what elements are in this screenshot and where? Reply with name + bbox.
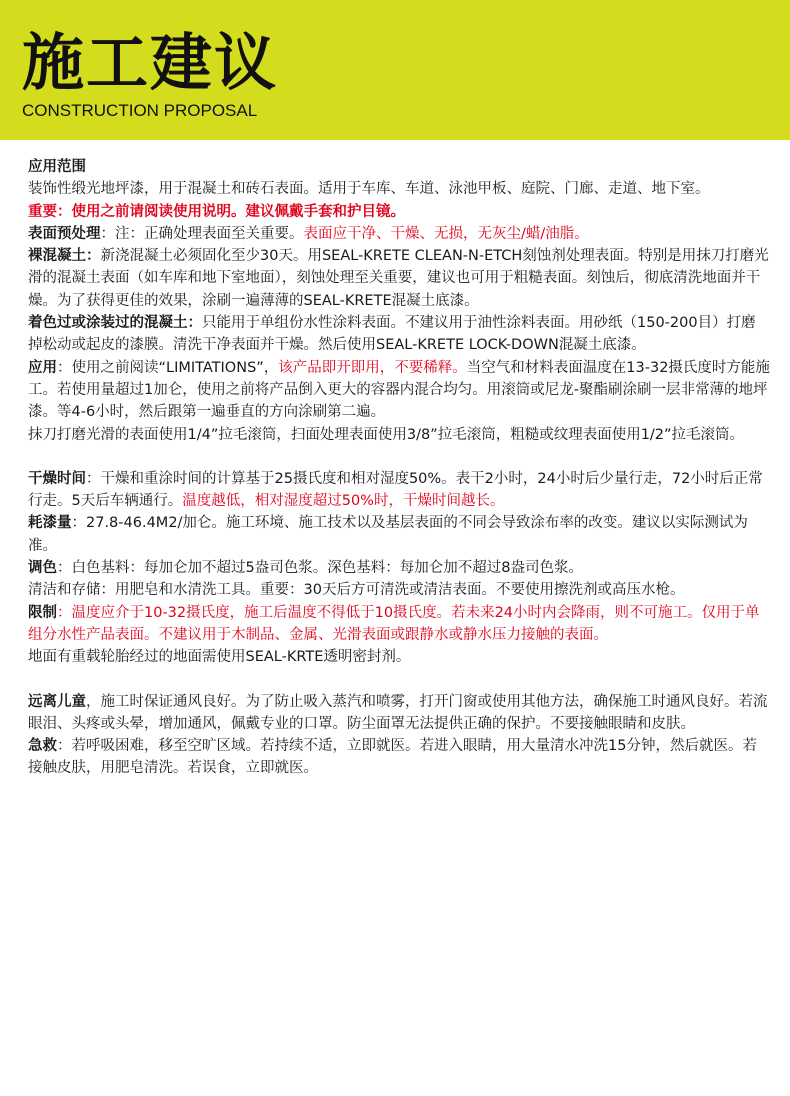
clean-section [28,579,770,601]
coverage-text: ：27.8-46.4M2/加仑。施工环境、施工技术以及基层表面的不同会导致涂布率的改变。建议以实际测试为准。 [28,515,748,554]
coated-concrete-section [28,312,770,357]
limits-warning: ：温度应介于10-32摄氏度，施工后温度不得低于10摄氏度。若未来24小时内会降雨，则不可施工。仅用于单组分水性产品表面。不建议用于木制品、金属、光滑表面或跟静水或静水压力接触的表面。 [28,604,760,643]
important-note [28,201,770,223]
important-text: 重要：使用之前请阅读使用说明。建议佩戴手套和护目镜。 [28,203,405,220]
children-heading: 远离儿童 [28,693,86,710]
coated-concrete-text: 只能用于单组份水性涂料表面。不建议用于油性涂料表面。用砂纸（150-200目）打磨掉松动或起皮的漆膜。清洗干净表面并干燥。然后使用SEAL-KRETE LOCK-DOWN混凝土底漆。 [28,315,756,354]
dry-heading: 干燥时间 [28,470,86,487]
scope-heading: 应用范围 [28,159,86,175]
apply-warning: 该产品即开即用，不要稀释。 [278,359,467,376]
clean-text: 清洁和存储：用肥皂和水清洗工具。重要：30天后方可清洗或清洁表面。不要使用擦洗剂或高压水枪。 [28,582,685,599]
roller-note [28,424,770,446]
first-aid-text: ：若呼吸困难，移至空旷区域。若持续不适，立即就医。若进入眼睛，用大量清水冲洗15分钟，然后就医。若接触皮肤，用肥皂清洗。若误食，立即就医。 [28,738,757,777]
dry-text: ：干燥和重涂时间的计算基于25摄氏度和相对湿度50%。表干2小时，24小时后少量行走，72小时后正常行走。5天后车辆通行。 [28,470,763,510]
coverage-heading: 耗漆量 [28,515,72,532]
coverage-section [28,512,770,557]
pretreat-colon: ： [100,225,115,242]
pretreat-heading: 表面预处理 [28,225,101,242]
tint-text: ：白色基料：每加仑加不超过5盎司色浆。深色基料：每加仑加不超过8盎司色浆。 [57,560,583,577]
bare-concrete-heading: 裸混凝土： [28,248,101,265]
dry-section [28,468,770,513]
apply-text-2: 当空气和材料表面温度在13-32摄氏度时方能施工。若使用量超过1加仑，使用之前将产品倒入更大的容器内混合均匀。用滚筒或尼龙-聚酯刷涂刷一层非常薄的地坪漆。等4-6小时，然后跟第一遍垂直的方向涂刷第二遍。 [28,359,770,421]
pretreat-text: 注：正确处理表面至关重要。 [115,225,304,242]
scope-section [28,156,770,201]
tint-section [28,557,770,579]
pretreat-warning: 表面应干净、干燥、无损，无灰尘/蜡/油脂。 [303,225,589,242]
dry-warning: 温度越低，相对湿度超过50%时，干燥时间越长。 [182,493,505,510]
bare-concrete-text: 新浇混凝土必须固化至少30天。用SEAL-KRETE CLEAN-N-ETCH刻蚀剂处理表面。特别是用抹刀打磨光滑的混凝土表面（如车库和地下室地面），刻蚀处理至关重要，建议也可用于粗糙表面。刻蚀后，彻底清洗地面并干燥。为了获得更佳的效果，涂刷一遍薄薄的SEAL-KRETE混凝土底漆。 [28,248,769,309]
roller-text: 抹刀打磨光滑的表面使用1/4”拉毛滚筒，扫面处理表面使用3/8”拉毛滚筒，粗糙或纹理表面使用1/2”拉毛滚筒。 [28,426,745,443]
bare-concrete-section [28,245,770,312]
first-aid-heading: 急救 [28,738,57,755]
tint-heading: 调色 [28,560,57,577]
proposal-body [28,156,770,780]
pretreat-section [28,223,770,245]
apply-text-1: ：使用之前阅读“LIMITATIONS”， [57,359,279,376]
heavy-load-text: 地面有重载轮胎经过的地面需使用SEAL-KRTE透明密封剂。 [28,649,411,666]
apply-heading: 应用 [28,359,57,376]
spacer [28,446,770,468]
apply-section [28,357,770,424]
coated-concrete-heading: 着色过或涂装过的混凝土： [28,315,202,332]
spacer [28,669,770,691]
page-title: 施工建议 [22,26,279,99]
children-text: ，施工时保证通风良好。为了防止吸入蒸汽和喷雾，打开门窗或使用其他方法，确保施工时通风良好。若流眼泪、头疼或头晕，增加通风，佩戴专业的口罩。防尘面罩无法提供正确的保护。不要接触眼睛和皮肤。 [28,693,768,732]
children-section [28,691,770,736]
page-subtitle: CONSTRUCTION PROPOSAL [22,101,258,120]
header-banner [0,0,790,140]
limits-section [28,602,770,647]
scope-text: 装饰性缎光地坪漆，用于混凝土和砖石表面。适用于车库、车道、泳池甲板、庭院、门廊、走道、地下室。 [28,181,710,198]
heavy-load-note [28,646,770,668]
first-aid-section [28,735,770,780]
limits-heading: 限制 [28,604,57,621]
